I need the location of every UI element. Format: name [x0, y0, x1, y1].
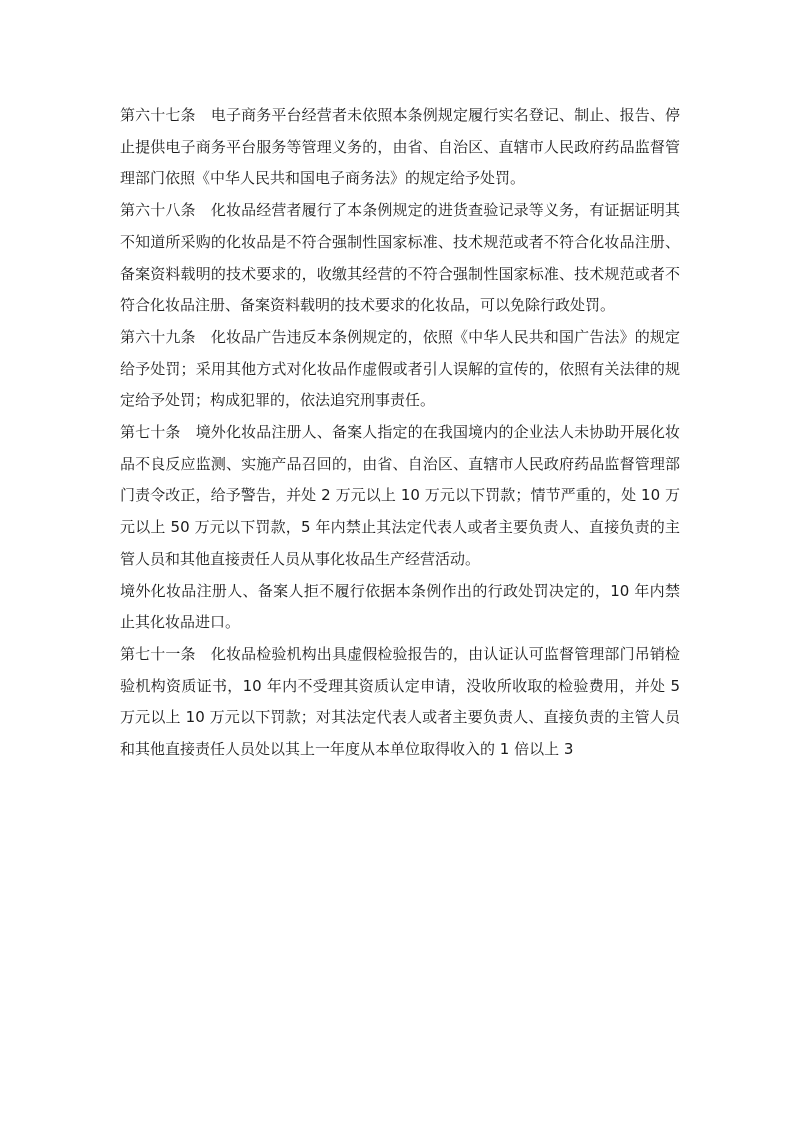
article-68-paragraph: 第六十八条 化妆品经营者履行了本条例规定的进货查验记录等义务，有证据证明其不知道所采购的化妆品是不符合强制性国家标准、技术规范或者不符合化妆品注册、备案资料载明的技术要求的，收缴其经营的不符合强制性国家标准、技术规范或者不符合化妆品注册、备案资料载明的技术要求的化妆品，可以免除行政处罚。: [120, 201, 680, 315]
article-67-paragraph: 第六十七条 电子商务平台经营者未依照本条例规定履行实名登记、制止、报告、停止提供电子商务平台服务等管理义务的，由省、自治区、直辖市人民政府药品监督管理部门依照《中华人民共和国电子商务法》的规定给予处罚。: [120, 106, 680, 188]
article-69-paragraph: 第六十九条 化妆品广告违反本条例规定的，依照《中华人民共和国广告法》的规定给予处罚；采用其他方式对化妆品作虚假或者引人误解的宣传的，依照有关法律的规定给予处罚；构成犯罪的，依法追究刑事责任。: [120, 327, 680, 410]
article-71-paragraph: 第七十一条 化妆品检验机构出具虚假检验报告的，由认证认可监督管理部门吊销检验机构资质证书，10 年内不受理其资质认定申请，没收所收取的检验费用，并处 5 万元以上 10 万元以下罚款；对其法定代表人或者主要负责人、直接负责的主管人员和其他直接责任人员处以其上一年度从本单位取得收入的 1 倍以上 3: [120, 644, 680, 759]
article-70-second-paragraph: 境外化妆品注册人、备案人拒不履行依据本条例作出的行政处罚决定的，10 年内禁止其化妆品进口。: [120, 581, 680, 632]
document-page: [120, 100, 680, 766]
article-70-paragraph: 第七十条 境外化妆品注册人、备案人指定的在我国境内的企业法人未协助开展化妆品不良反应监测、实施产品召回的，由省、自治区、直辖市人民政府药品监督管理部门责令改正，给予警告，并处 2 万元以上 10 万元以下罚款；情节严重的，处 10 万元以上 50 万元以下罚款，5 年内禁止其法定代表人或者主要负责人、直接负责的主管人员和其他直接责任人员从事化妆品生产经营活动。: [120, 423, 680, 568]
